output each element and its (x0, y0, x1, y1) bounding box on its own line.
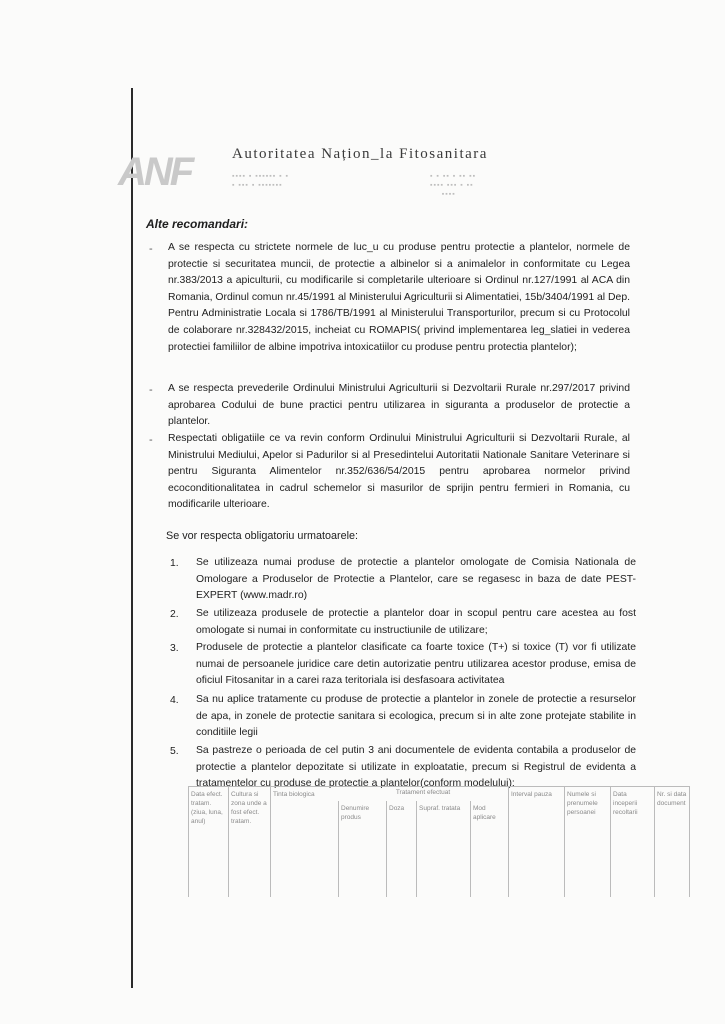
bullet-1: - (149, 243, 153, 255)
obligation-number: 3. (170, 643, 179, 654)
recommendation-2: A se respecta prevederile Ordinului Ministrului Agriculturii si Dezvoltarii Rurale nr.297/2017 privind aprobarea Codului de bune practici pentru utilizarea in siguranta a produselor de protectie a plantelor. (168, 383, 630, 428)
table-column-header: Data efect. tratam. (ziua, luna, anul) (188, 787, 228, 897)
table-column-header: Denumire produs (338, 801, 386, 897)
obligation-number: 1. (170, 558, 179, 569)
table-column-header: Mod aplicare (470, 801, 508, 897)
obligation-number: 4. (170, 695, 179, 706)
obligation-item: Sa nu aplice tratamente cu produse de protectie a plantelor in zonele de protectie a resurselor de apa, in zonele de protectie sanitara si ecologica, precum si in alte zone protejate stabilite in conditiile legii (196, 694, 636, 739)
table-column-header: Numele si prenumele persoanei (564, 787, 610, 897)
authority-name: Autoritatea Națion_la Fitosanitara (232, 146, 488, 162)
obligation-item: Produsele de protectie a plantelor clasificate ca foarte toxice (T+) si toxice (T) vor fi utilizate numai de persoanele juridice care detin autorizatie pentru utilizarea acestor produse, emisa de oficiul Fitosanitar in a carei raza teritoriala isi desfasoara activitatea (196, 642, 636, 687)
table-column-header: Doza (386, 801, 416, 897)
recommendation-3: Respectati obligatiile ce va revin conform Ordinului Ministrului Agriculturii si Dezvoltarii Rurale, al Ministrului Mediului, Apelor si Padurilor si al Presedintelui Autoritatii Nationale Sanitare Veterinare si pentru Siguranta Alimentelor nr.352/636/54/2015 pentru aprobarea normelor privind ecoconditionalitatea in cadrul schemelor si masurilor de sprijin pentru fermieri in Romania, cu modificarile ulterioare. (168, 433, 630, 511)
header-faint-right: ▪ ▪ ▪▪ ▪ ▪▪ ▪▪ ▪▪▪▪ ▪▪▪ ▪ ▪▪ ▪▪▪▪ (430, 173, 477, 198)
bullet-2: - (149, 384, 153, 396)
obligation-item: Sa pastreze o perioada de cel putin 3 ani documentele de evidenta contabila a produselor de protectie a plantelor depozitate si utilizate in exploatatie, precum si Registrul de evidenta a tratamentelor cu produse de protectie a plantelor(conform modelului): (196, 745, 636, 790)
bullet-3: - (149, 434, 153, 446)
table-group-header: Tratament efectuat (395, 789, 451, 796)
section-title: Alte recomandari: (146, 217, 249, 231)
table-column-header: Supraf. tratata (416, 801, 470, 897)
obligation-item: Se utilizeaza produsele de protectie a plantelor doar in scopul pentru care acestea au fost omologate si numai in conformitate cu instructiunile de utilizare; (196, 608, 636, 636)
table-column-header: Interval pauza (508, 787, 564, 897)
recommendation-1: A se respecta cu strictete normele de luc_u cu produse pentru protectie a plantelor, normele de protectie si securitatea muncii, de protectie a albinelor si a animalelor in conformitate cu Legea nr.383/2013 a apiculturii, cu modificarile si completarile ulterioare si Ordinul nr.127/1991 al ACA din Romania, Ordinul comun nr.45/1991 al Ministerului Agriculturii si Alimentatiei, 15b/3404/1991 al Dep. Pentru Administratie Locala si 1786/TB/1991 al Ministerului Transporturilor, precum si cu Protocolul de colaborare nr.328432/2015, incheiat cu ROMAPIS( privind implementarea leg_slatiei in vederea protectiei familiilor de albine impotriva intoxicatiilor cu produse pentru protectia plantelor); (168, 242, 630, 353)
obligations-title: Se vor respecta obligatoriu urmatoarele: (166, 530, 359, 542)
table-column-header: Data inceperii recoltarii (610, 787, 654, 897)
treatment-register-table (188, 786, 690, 897)
table-column-header: Nr. si data document (654, 787, 690, 897)
table-column-header: Tinta biologica (270, 787, 338, 897)
obligation-number: 2. (170, 609, 179, 620)
table-column-header: Cultura si zona unde a fost efect. tratam. (228, 787, 270, 897)
anf-logo: ANF (118, 150, 192, 194)
margin-line (131, 88, 133, 988)
obligation-number: 5. (170, 746, 179, 757)
header-faint-left: ▪▪▪▪ ▪ ▪▪▪▪▪▪ ▪ ▪ ▪ ▪▪▪ ▪ ▪▪▪▪▪▪▪ (232, 173, 290, 189)
obligation-item: Se utilizeaza numai produse de protectie a plantelor omologate de Comisia Nationala de Omologare a Produselor de Protectie a Plantelor, care se regasesc in baza de date PEST-EXPERT (www.madr.ro) (196, 557, 636, 602)
